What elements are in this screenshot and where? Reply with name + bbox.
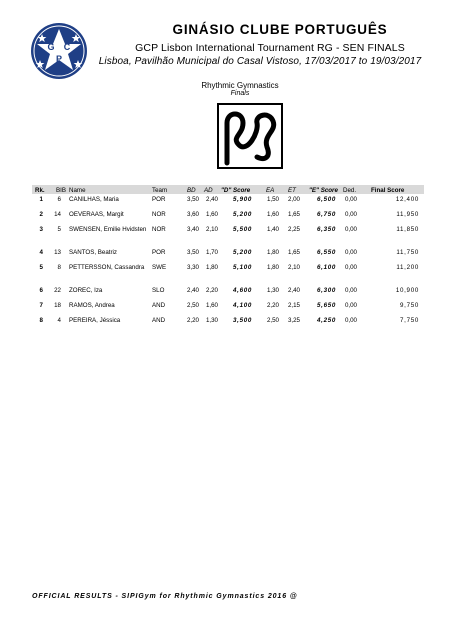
- header-et: ET: [288, 186, 296, 194]
- cell-et: 2,10: [287, 264, 300, 271]
- header-team: Team: [152, 186, 168, 194]
- cell-ad: 1,70: [205, 249, 218, 256]
- cell-rank: 1: [39, 196, 43, 203]
- club-logo-icon: [30, 22, 88, 80]
- cell-ea: 1,60: [266, 211, 279, 218]
- cell-rank: 6: [39, 287, 43, 294]
- cell-final: 12,400: [395, 196, 419, 203]
- cell-bd: 3,60: [186, 211, 199, 218]
- cell-et: 2,00: [287, 196, 300, 203]
- cell-et: 1,65: [287, 211, 300, 218]
- cell-name: PEREIRA, Jéssica: [69, 317, 121, 324]
- results-table: [32, 185, 424, 330]
- table-row: [32, 224, 424, 247]
- cell-final: 11,850: [396, 226, 419, 233]
- cell-team: AND: [152, 317, 166, 324]
- cell-ea: 1,80: [266, 249, 279, 256]
- cell-e-score: 6,350: [317, 226, 336, 233]
- cell-d-score: 3,500: [233, 317, 252, 324]
- logo-letter-c: C: [63, 42, 71, 52]
- cell-rank: 3: [39, 226, 43, 233]
- cell-e-score: 6,500: [317, 196, 336, 203]
- discipline-label: Rhythmic Gymnastics: [201, 81, 279, 90]
- event-title: GCP Lisbon International Tournament RG - SEN FINALS: [135, 42, 405, 54]
- cell-team: POR: [152, 249, 166, 256]
- cell-bib: 22: [54, 287, 61, 294]
- cell-ad: 2,10: [205, 226, 218, 233]
- cell-ad: 1,80: [205, 264, 218, 271]
- club-title: GINÁSIO CLUBE PORTUGUÊS: [172, 22, 388, 37]
- cell-rank: 8: [39, 317, 43, 324]
- cell-bib: 14: [54, 211, 61, 218]
- cell-bd: 2,20: [186, 317, 199, 324]
- cell-bib: 8: [57, 264, 61, 271]
- cell-name: PETTERSSON, Cassandra: [69, 264, 145, 271]
- header-bib: BIB: [56, 186, 66, 194]
- table-row: [32, 194, 424, 209]
- cell-bib: 6: [57, 196, 61, 203]
- cell-ded: 0,00: [344, 249, 357, 256]
- cell-final: 10,900: [395, 287, 419, 294]
- cell-bd: 3,50: [186, 196, 199, 203]
- cell-d-score: 5,500: [233, 226, 252, 233]
- header-name: Name: [69, 186, 86, 194]
- cell-final: 7,750: [400, 317, 419, 324]
- cell-bib: 5: [57, 226, 61, 233]
- cell-final: 11,950: [396, 211, 419, 218]
- cell-rank: 5: [39, 264, 43, 271]
- cell-name: RAMOS, Andrea: [69, 302, 115, 309]
- cell-ad: 1,60: [205, 211, 218, 218]
- ribbon-pictogram-icon: [217, 103, 283, 169]
- header-ded: Ded.: [343, 186, 357, 194]
- cell-e-score: 6,100: [317, 264, 336, 271]
- cell-d-score: 5,100: [233, 264, 252, 271]
- header-bd: BD: [187, 186, 196, 194]
- header-d-score: "D" Score: [221, 186, 251, 194]
- cell-ea: 2,20: [266, 302, 279, 309]
- table-header: [32, 185, 424, 194]
- cell-et: 2,25: [287, 226, 300, 233]
- cell-name: OEVERAAS, Margit: [69, 211, 124, 218]
- cell-d-score: 5,200: [233, 211, 252, 218]
- cell-final: 11,200: [396, 264, 419, 271]
- cell-e-score: 6,750: [317, 211, 336, 218]
- cell-et: 2,40: [287, 287, 300, 294]
- cell-bd: 2,40: [186, 287, 199, 294]
- header-rank: Rk.: [35, 186, 45, 194]
- logo-letter-g: G: [47, 42, 55, 52]
- cell-ded: 0,00: [344, 264, 357, 271]
- cell-name: ZOREC, Iza: [69, 287, 103, 294]
- cell-ad: 1,60: [205, 302, 218, 309]
- cell-e-score: 5,650: [317, 302, 336, 309]
- cell-bib: 4: [57, 317, 61, 324]
- cell-ded: 0,00: [344, 317, 357, 324]
- header-final-score: Final Score: [371, 186, 405, 194]
- cell-ded: 0,00: [344, 226, 357, 233]
- cell-rank: 4: [39, 249, 43, 256]
- cell-d-score: 4,100: [233, 302, 252, 309]
- table-row: [32, 300, 424, 315]
- footer-text: OFFICIAL RESULTS - SIPIGym for Rhythmic Gymnastics 2016 @: [32, 593, 298, 600]
- header-ad: AD: [204, 186, 213, 194]
- cell-bib: 13: [54, 249, 61, 256]
- cell-e-score: 6,550: [317, 249, 336, 256]
- cell-rank: 2: [39, 211, 43, 218]
- cell-name: SWENSEN, Emilie Hvidsten: [69, 226, 147, 233]
- cell-ded: 0,00: [344, 287, 357, 294]
- table-row: [32, 209, 424, 224]
- cell-et: 2,15: [287, 302, 300, 309]
- cell-team: SWE: [152, 264, 167, 271]
- cell-d-score: 5,200: [233, 249, 252, 256]
- cell-bd: 3,40: [186, 226, 199, 233]
- cell-et: 3,25: [287, 317, 300, 324]
- table-row: [32, 285, 424, 300]
- cell-e-score: 4,250: [317, 317, 336, 324]
- cell-ea: 1,30: [266, 287, 279, 294]
- cell-team: NOR: [152, 211, 166, 218]
- cell-d-score: 4,600: [233, 287, 252, 294]
- cell-team: AND: [152, 302, 166, 309]
- phase-label: Finals: [230, 90, 250, 97]
- cell-team: POR: [152, 196, 166, 203]
- cell-bd: 3,30: [186, 264, 199, 271]
- cell-final: 9,750: [400, 302, 419, 309]
- cell-et: 1,65: [287, 249, 300, 256]
- header-e-score: "E" Score: [309, 186, 338, 194]
- cell-team: NOR: [152, 226, 166, 233]
- cell-bib: 18: [54, 302, 61, 309]
- cell-rank: 7: [39, 302, 43, 309]
- cell-bd: 3,50: [186, 249, 199, 256]
- event-place: Lisboa, Pavilhão Municipal do Casal Vistoso, 17/03/2017 to 19/03/2017: [98, 56, 422, 67]
- cell-name: CANILHAS, Maria: [69, 196, 119, 203]
- logo-letter-p: P: [55, 54, 63, 64]
- cell-ea: 2,50: [266, 317, 279, 324]
- table-row: [32, 315, 424, 330]
- cell-ad: 1,30: [205, 317, 218, 324]
- cell-ad: 2,40: [205, 196, 218, 203]
- cell-d-score: 5,900: [233, 196, 252, 203]
- cell-ea: 1,50: [266, 196, 279, 203]
- table-row: [32, 247, 424, 262]
- table-row: [32, 262, 424, 285]
- cell-ea: 1,80: [266, 264, 279, 271]
- cell-ded: 0,00: [344, 302, 357, 309]
- cell-ded: 0,00: [344, 211, 357, 218]
- cell-ea: 1,40: [266, 226, 279, 233]
- cell-ded: 0,00: [344, 196, 357, 203]
- cell-final: 11,750: [396, 249, 419, 256]
- cell-ad: 2,20: [205, 287, 218, 294]
- cell-bd: 2,50: [186, 302, 199, 309]
- cell-team: SLO: [152, 287, 165, 294]
- header-ea: EA: [266, 186, 275, 194]
- cell-name: SANTOS, Beatriz: [69, 249, 118, 256]
- cell-e-score: 6,300: [317, 287, 336, 294]
